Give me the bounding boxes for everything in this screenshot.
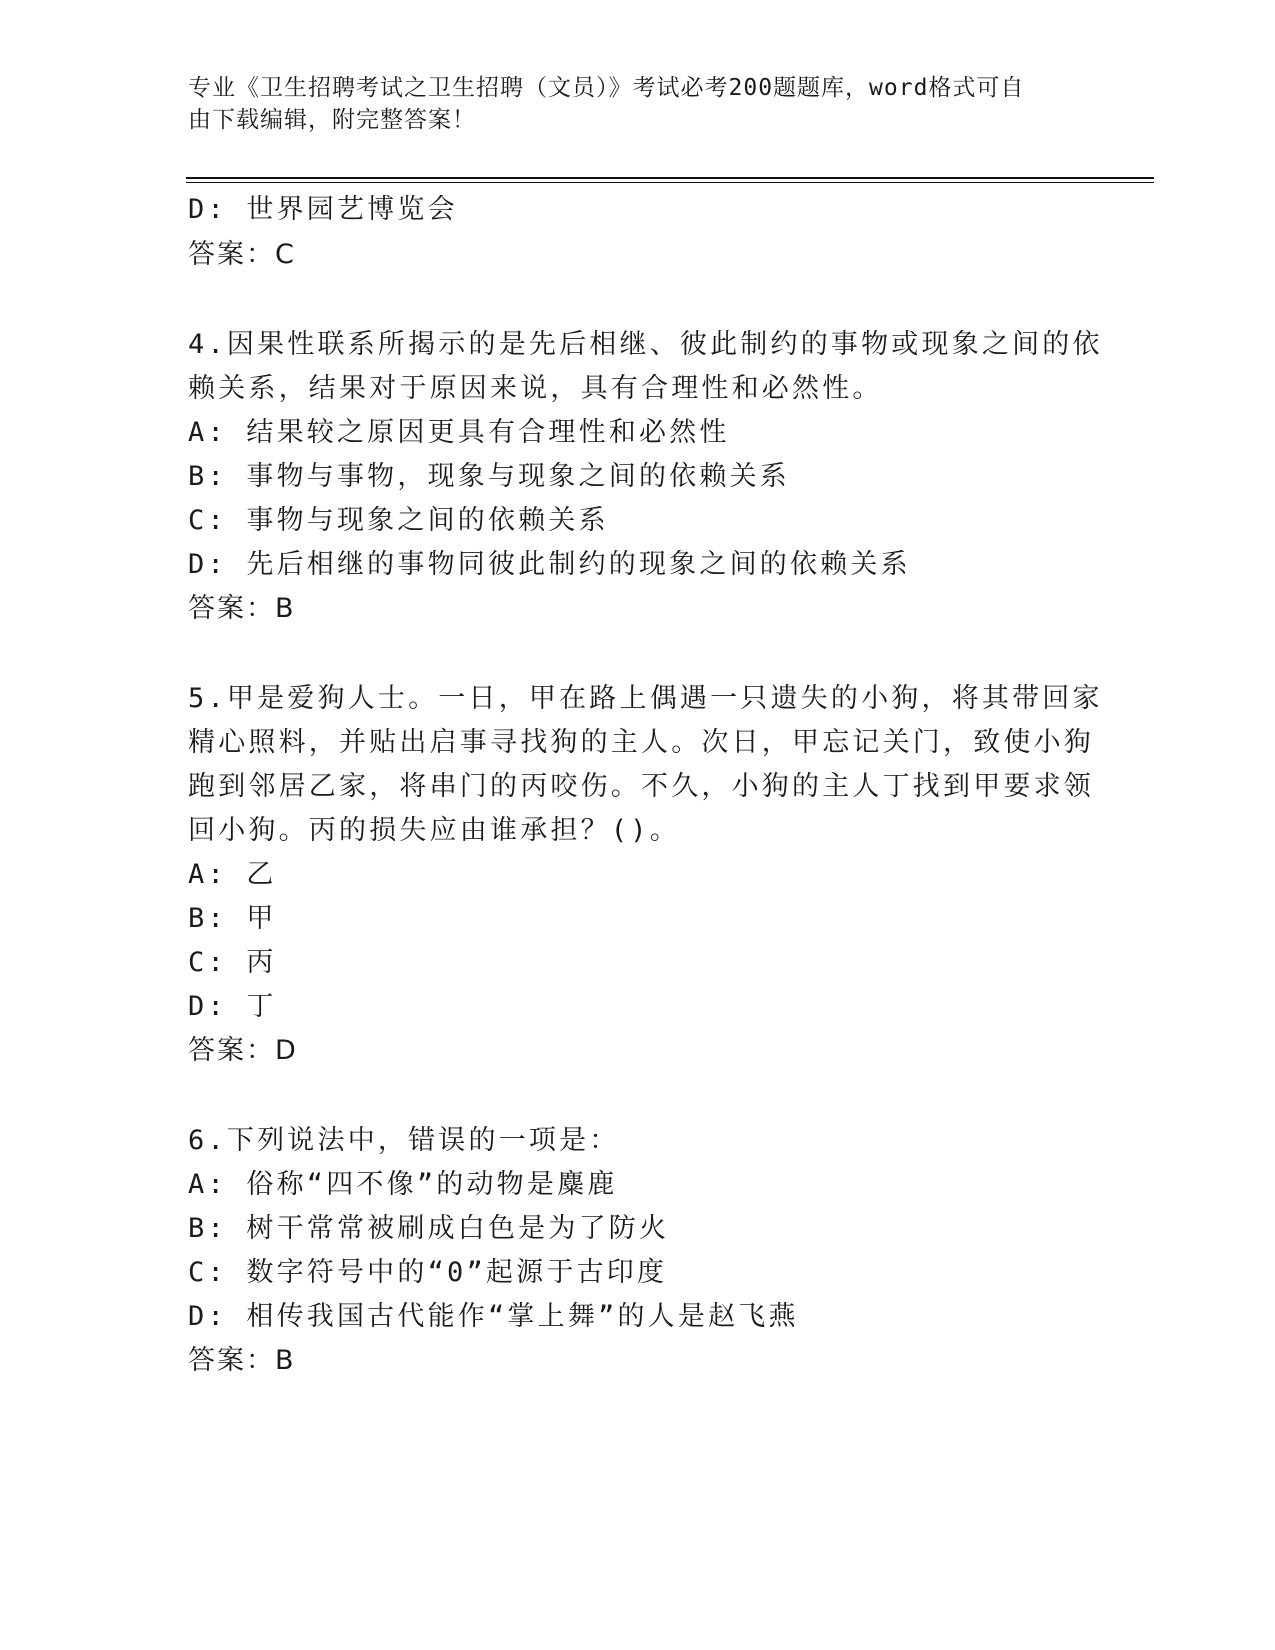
header-line-1: 专业《卫生招聘考试之卫生招聘（文员）》考试必考200题题库，word格式可自 — [188, 75, 1025, 101]
header-rule-thick — [186, 177, 1154, 179]
document-header — [188, 72, 1068, 136]
q6-option-b: B: 树干常常被刷成白色是为了防火 — [188, 1213, 670, 1244]
q5-answer: 答案：D — [188, 1035, 298, 1066]
q4-stem-line-1: 4.因果性联系所揭示的是先后相继、彼此制约的事物或现象之间的依 — [188, 329, 1103, 360]
q6-stem-line-1: 6.下列说法中，错误的一项是： — [188, 1125, 620, 1156]
prev-answer: 答案：C — [188, 239, 296, 270]
q6-option-d: D: 相传我国古代能作“掌上舞”的人是赵飞燕 — [188, 1301, 799, 1332]
q5-option-d: D: 丁 — [188, 991, 277, 1022]
q5-stem-line-1: 5.甲是爱狗人士。一日，甲在路上偶遇一只遗失的小狗，将其带回家 — [188, 683, 1103, 714]
prev-option-d: D: 世界园艺博览会 — [188, 194, 458, 225]
q4-option-c: C: 事物与现象之间的依赖关系 — [188, 505, 609, 536]
q6-answer: 答案：B — [188, 1345, 296, 1376]
q4-option-b: B: 事物与事物，现象与现象之间的依赖关系 — [188, 461, 790, 492]
header-rule-thin — [186, 182, 1154, 183]
q5-stem-line-4: 回小狗。丙的损失应由谁承担？()。 — [188, 815, 680, 846]
q6-option-a: A: 俗称“四不像”的动物是麋鹿 — [188, 1169, 618, 1200]
q4-option-d: D: 先后相继的事物同彼此制约的现象之间的依赖关系 — [188, 549, 911, 580]
q4-stem-line-2: 赖关系，结果对于原因来说，具有合理性和必然性。 — [188, 373, 883, 404]
q5-option-c: C: 丙 — [188, 947, 277, 978]
q5-option-a: A: 乙 — [188, 859, 277, 890]
q6-option-c: C: 数字符号中的“0”起源于古印度 — [188, 1257, 668, 1288]
q5-stem-line-3: 跑到邻居乙家，将串门的丙咬伤。不久，小狗的主人丁找到甲要求领 — [188, 771, 1094, 802]
q4-answer: 答案：B — [188, 593, 296, 624]
header-line-2: 由下载编辑，附完整答案！ — [188, 107, 476, 133]
q5-option-b: B: 甲 — [188, 903, 277, 934]
q5-stem-line-2: 精心照料，并贴出启事寻找狗的主人。次日，甲忘记关门，致使小狗 — [188, 727, 1094, 758]
q4-option-a: A: 结果较之原因更具有合理性和必然性 — [188, 417, 730, 448]
